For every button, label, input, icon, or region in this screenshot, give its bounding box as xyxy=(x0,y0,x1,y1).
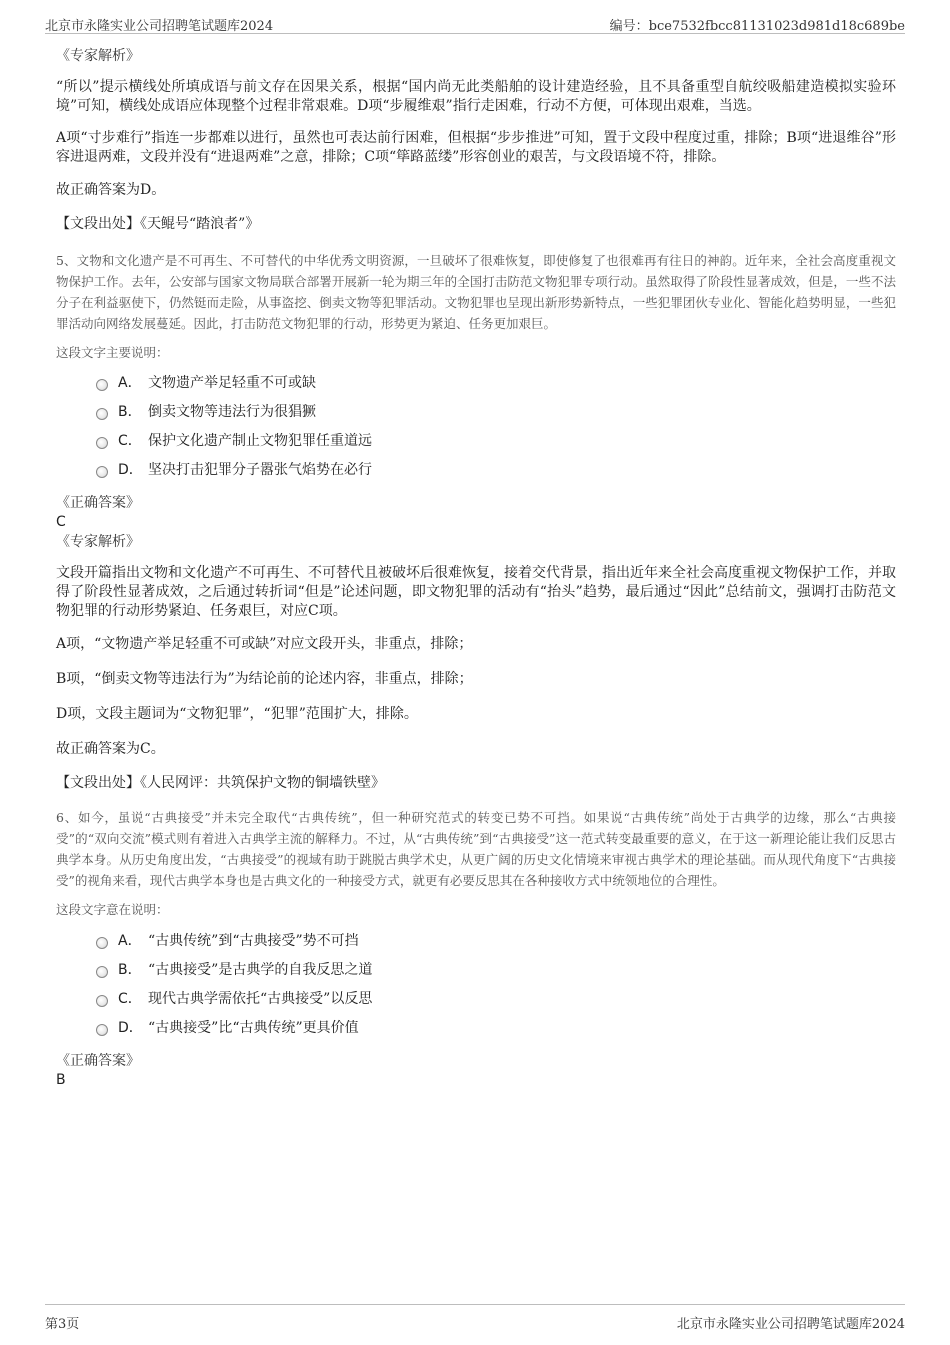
footer-title: 北京市永隆实业公司招聘笔试题库2024 xyxy=(676,1317,905,1332)
analysis-paragraph: A项“寸步难行”指连一步都难以进行，虽然也可表达前行困难，但根据“步步推进”可知，置于文段中程度过重，排除；B项“进退维谷”形容进退两难，文段并没有“进退两难”之意，排除；C项“筚路蓝缕”形容创业的艰苦，与文段语境不符，排除。 xyxy=(56,130,896,165)
radio-button[interactable] xyxy=(96,466,108,478)
radio-button[interactable] xyxy=(96,408,108,420)
option-text: “古典接受”是古典学的自我反思之道 xyxy=(148,962,373,978)
question-6-text: 6、如今，虽说“古典接受”并未完全取代“古典传统”，但一种研究范式的转变已势不可挡。如果说“古典传统”尚处于古典学的边缘，那么“古典接受”的“双向交流”模式则有着进入古典学主流的解释力。不过，从“古典传统”到“古典接受”这一范式转变最重要的意义，在于这一新理论能让我们反思古典学本身。从历史角度出发，“古典接受”的视域有助于跳脱古典学术史，从更广阔的历史文化情境来审视古典学术的理论基础。而从现代角度下“古典接受”的视角来看，现代古典学本身也是古典文化的一种接受方式，就更有必要反思其在各种接收方式中统领地位的合理性。 xyxy=(56,810,896,888)
option-letter: D． xyxy=(118,462,143,478)
option-d[interactable] xyxy=(96,460,896,489)
question-5-options xyxy=(96,373,896,489)
option-text: 倒卖文物等违法行为很猖獗 xyxy=(148,404,316,420)
question-5-text: 5、文物和文化遗产是不可再生、不可替代的中华优秀文明资源，一旦破坏了很难恢复，即使修复了也很难再有往日的神韵。近年来，全社会高度重视文物保护工作。去年，公安部与国家文物局联合部署开展新一轮为期三年的全国打击防范文物犯罪专项行动。虽然取得了阶段性显著成效，但是，一些不法分子在利益驱使下，仍然铤而走险，从事盗挖、倒卖文物等犯罪活动。文物犯罪也呈现出新形势新特点，一些犯罪团伙专业化、智能化趋势明显，一些犯罪活动向网络发展蔓延。因此，打击防范文物犯罪的行动，形势更为紧迫、任务更加艰巨。 xyxy=(56,253,896,331)
option-text: 保护文化遗产制止文物犯罪任重道远 xyxy=(148,433,372,449)
analysis-paragraph: 文段开篇指出文物和文化遗产不可再生、不可替代且被破坏后很难恢复，接着交代背景，指出近年来全社会高度重视文物保护工作，并取得了阶段性显著成效，之后通过转折词“但是”论述问题，即文物犯罪的活动有“抬头”趋势，最后通过“因此”总结前文，强调打击防范文物犯罪的行动形势紧迫、任务艰巨，对应C项。 xyxy=(56,565,896,619)
option-letter: B． xyxy=(118,404,142,420)
option-d[interactable] xyxy=(96,1018,896,1047)
option-text: 文物遗产举足轻重不可或缺 xyxy=(148,375,316,391)
passage-source: 【文段出处】《人民网评：共筑保护文物的铜墙铁壁》 xyxy=(56,775,385,791)
passage-source: 【文段出处】《天鲲号“踏浪者”》 xyxy=(56,216,260,232)
option-b[interactable] xyxy=(96,960,896,989)
option-letter: A． xyxy=(118,933,142,949)
option-c[interactable] xyxy=(96,989,896,1018)
question-5-prompt: 这段文字主要说明： xyxy=(56,345,169,360)
question-6-prompt: 这段文字意在说明： xyxy=(56,902,169,917)
option-text: 现代古典学需依托“古典接受”以反思 xyxy=(148,991,373,1007)
radio-button[interactable] xyxy=(96,995,108,1007)
option-letter: A． xyxy=(118,375,142,391)
question-6-options xyxy=(96,931,896,1047)
analysis-paragraph: D项，文段主题词为“文物犯罪”，“犯罪”范围扩大，排除。 xyxy=(56,706,418,722)
header-title: 北京市永隆实业公司招聘笔试题库2024 xyxy=(45,19,274,34)
expert-analysis-heading: 《专家解析》 xyxy=(56,48,140,64)
radio-button[interactable] xyxy=(96,937,108,949)
conclusion-text: 故正确答案为D。 xyxy=(56,182,166,198)
analysis-paragraph: “所以”提示横线处所填成语与前文存在因果关系，根据“国内尚无此类船舶的设计建造经验，且不具备重型自航绞吸船建造模拟实验环境”可知，横线处成语应体现整个过程非常艰难。D项“步履维艰”指行走困难，行动不方便，可体现出艰难，当选。 xyxy=(56,79,896,114)
correct-answer: B xyxy=(56,1072,66,1088)
expert-analysis-heading: 《专家解析》 xyxy=(56,534,140,550)
conclusion-text: 故正确答案为C。 xyxy=(56,741,165,757)
page-header xyxy=(45,12,905,34)
option-a[interactable] xyxy=(96,931,896,960)
option-text: “古典传统”到“古典接受”势不可挡 xyxy=(148,933,359,949)
document-body xyxy=(56,46,896,1090)
correct-answer-heading: 《正确答案》 xyxy=(56,495,140,511)
option-text: “古典接受”比“古典传统”更具价值 xyxy=(148,1020,359,1036)
page-footer xyxy=(45,1304,905,1330)
option-c[interactable] xyxy=(96,431,896,460)
option-letter: C． xyxy=(118,991,142,1007)
option-letter: C． xyxy=(118,433,142,449)
document-id: 编号：bce7532fbcc81131023d981d18c689be xyxy=(609,19,905,34)
analysis-paragraph: B项，“倒卖文物等违法行为”为结论前的论述内容，非重点，排除； xyxy=(56,671,473,687)
radio-button[interactable] xyxy=(96,379,108,391)
option-text: 坚决打击犯罪分子嚣张气焰势在必行 xyxy=(148,462,372,478)
option-letter: B． xyxy=(118,962,142,978)
radio-button[interactable] xyxy=(96,437,108,449)
page-number: 第3页 xyxy=(45,1317,80,1332)
radio-button[interactable] xyxy=(96,1024,108,1036)
option-b[interactable] xyxy=(96,402,896,431)
option-a[interactable] xyxy=(96,373,896,402)
correct-answer: C xyxy=(56,514,66,530)
correct-answer-heading: 《正确答案》 xyxy=(56,1053,140,1069)
analysis-paragraph: A项，“文物遗产举足轻重不可或缺”对应文段开头，非重点，排除； xyxy=(56,636,473,652)
option-letter: D． xyxy=(118,1020,143,1036)
radio-button[interactable] xyxy=(96,966,108,978)
